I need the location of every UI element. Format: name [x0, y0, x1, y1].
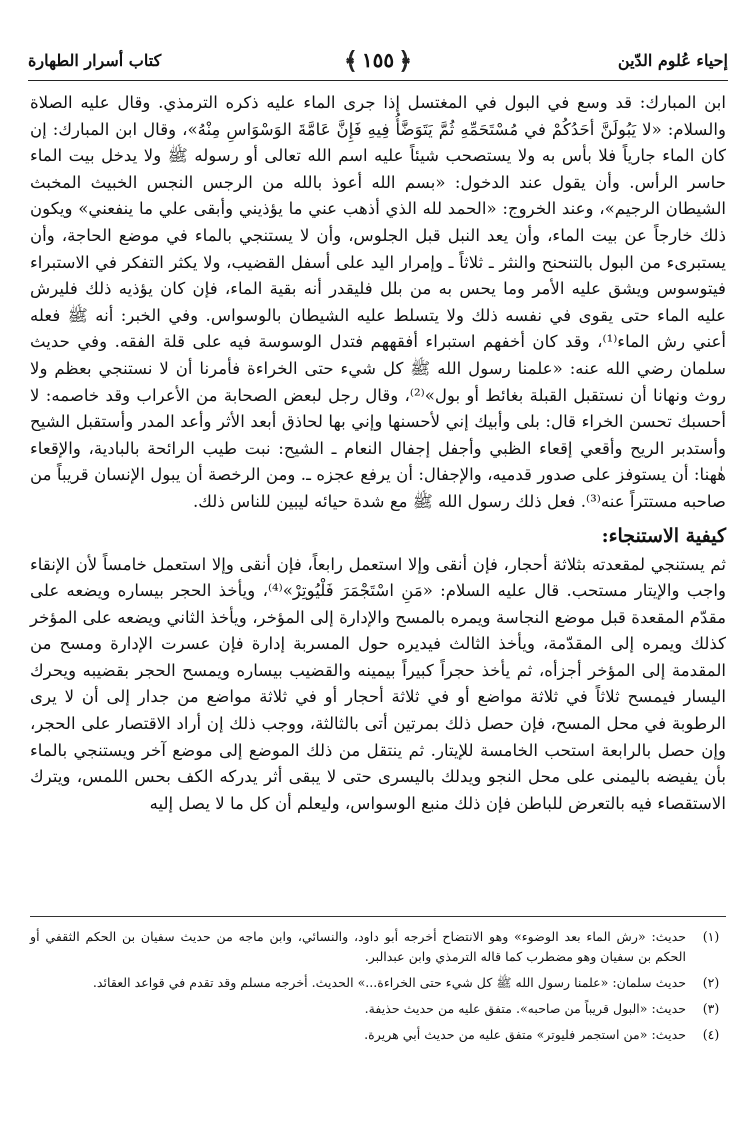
- page-number: ١٥٥: [361, 48, 395, 72]
- footnote-text: حديث سلمان: «علمنا رسول الله ﷺ كل شيء حتى الخراءة...» الحديث. أخرجه مسلم وقد تقدم في قواعد العقائد.: [92, 975, 686, 990]
- page-header: [28, 40, 728, 81]
- footnote-text: حديث: «من استجمر فليوتر» متفق عليه من حديث أبي هريرة.: [364, 1027, 686, 1042]
- footnote-number: (١): [702, 929, 720, 944]
- footnote-text: حديث: «رش الماء بعد الوضوء» وهو الانتضاح أخرجه أبو داود، والنسائي، وابن ماجه من حديث سفيان بن الحكم الثقفي أو الحكم بن سفيان وهو مضطرب كما قاله الترمذي وابن عبدالبر.: [30, 929, 686, 964]
- section-paragraph: ثم يستنجي لمقعدته بثلاثة أحجار، فإن أنقى وإلا استعمل رابعاً، فإن أنقى وإلا استعمل خامساً لأن الإنقاء واجب والإيتار مستحب. قال عليه السلام: «مَنِ اسْتَجْمَرَ فَلْيُوتِرْ»⁽⁴⁾، ويأخذ الحجر بيساره ويضعه على مقدّم المقعدة قبل موضع النجاسة ويمره بالمسح والإدارة إلى المؤخر، ويأخذ الثاني ويضعه على المؤخر كذلك ويمره إلى المقدّمة، ويأخذ الثالث فيديره حول المسربة إدارة فإن عسرت الإدارة ومسح من المقدمة إلى المؤخر أجزأه، ثم يأخذ حجراً كبيراً بيمينه والقضيب بيساره ويمسح الحجر بقضيبه ويحرك اليسار فيمسح ثلاثاً في ثلاثة مواضع أو في ثلاثة أحجار أو في ثلاثة مواضع من جدار إلى أن لا يرى الرطوبة في محل المسح، فإن حصل ذلك بمرتين أتى بالثالثة، ووجب ذلك إن أراد الاقتصار على الحجر، وإن حصل بالرابعة استحب الخامسة للإيتار. ثم ينتقل من ذلك الموضع إلى موضع آخر ويستنجي بالماء بأن يفيضه باليمنى على محل النجو ويدلك باليسرى حتى لا يبقى أثر يدركه الكف بحس اللمس، ويترك الاستقصاء فيه بالتعرض للباطن فإن ذلك منبع الوسواس، وليعلم أن كل ما لا يصل إليه: [30, 554, 726, 813]
- footnote-separator: [30, 916, 726, 917]
- footnote: [30, 999, 726, 1019]
- chapter-title: كتاب أسرار الطهارة: [28, 50, 162, 70]
- page-number-ornament: [344, 46, 412, 75]
- footnote-number: (٢): [702, 975, 720, 990]
- main-text: [30, 90, 726, 817]
- footnotes: [30, 916, 726, 1051]
- ornament-right-icon: ﴿: [398, 45, 413, 75]
- footnote: [30, 973, 726, 993]
- footnote-number: (٣): [702, 1001, 720, 1016]
- book-title: إحياء عُلوم الدّين: [617, 50, 728, 70]
- footnote: [30, 1025, 726, 1045]
- ornament-left-icon: ﴾: [343, 45, 358, 75]
- section-heading: كيفية الاستنجاء:: [601, 524, 726, 547]
- footnote-text: حديث: «البول قريباً من صاحبه». متفق عليه من حديث حذيفة.: [364, 1001, 686, 1016]
- footnote: [30, 927, 726, 967]
- body-paragraph: ابن المبارك: قد وسع في البول في المغتسل إذا جرى الماء عليه ذكره الترمذي. وقال عليه الصلاة والسلام: «لا يَبُولَنَّ أحَدُكُمْ في مُسْتَحَمِّهِ ثُمَّ يَتَوَضَّأُ فِيهِ فَإِنَّ عَامَّةَ الوَسْوَاسِ مِنْهُ»، وقال ابن المبارك: إن كان الماء جارياً فلا بأس به ولا يستصحب شيئاً عليه اسم الله تعالى أو رسوله ﷺ ولا يدخل بيت الماء حاسر الرأس. وأن يقول عند الدخول: «بسم الله أعوذ بالله من الرجس النجس الخبيث المخبث الشيطان الرجيم»، وعند الخروج: «الحمد لله الذي أذهب عني ما يؤذيني وأبقى علي ما ينفعني» ويكون ذلك خارجاً عن بيت الماء، وأن يعد النبل قبل الجلوس، وأن لا يستنجي بالماء في موضع الحاجة، وأن يستبرىء من البول بالتنحنح والنثر ـ ثلاثاً ـ وإمرار اليد على أسفل القضيب، ولا يكثر التفكر في الاستبراء فيتوسوس ويشق عليه الأمر وما يحس به من بلل فليقدر أنه بقية الماء، فإن كان يؤذيه ذلك فليرش عليه الماء حتى يقوى في نفسه ذلك ولا يتسلط عليه الشيطان بالوسواس. وفي الخبر: أنه ﷺ فعله أعني رش الماء⁽¹⁾، وقد كان أخفهم استبراء أفقههم فتدل الوسوسة فيه على قلة الفقه. وفي حديث سلمان رضي الله عنه: «علمنا رسول الله ﷺ كل شيء حتى الخراءة فأمرنا أن لا نستنجي بعظم ولا روث ونهانا أن نستقبل القبلة بغائط أو بول»⁽²⁾، وقال رجل لبعض الصحابة من الأعراب وقد خاصمه: لا أحسبك تحسن الخراء قال: بلى وأبيك إني لأحسنها وإني بها لحاذق أبعد الأثر وأعد المدر وأستقبل الشيح وأستدبر الريح وأقعي إقعاء الظبي وأجفل إجفال النعام ـ الشيح: نبت طيب الرائحة بالبادية، والإقعاء هٰهنا: أن يستوفز على صدور قدميه، والإجفال: أن يرفع عجزه ـ. ومن الرخصة أن يبول الإنسان قريباً من صاحبه مستتراً عنه⁽³⁾. فعل ذلك رسول الله ﷺ مع شدة حيائه ليبين للناس ذلك.: [30, 93, 726, 511]
- footnote-number: (٤): [702, 1027, 720, 1042]
